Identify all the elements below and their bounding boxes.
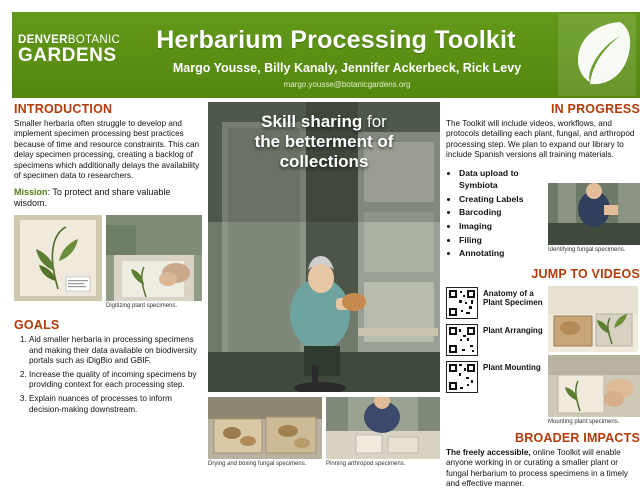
broader-impacts-rest: online Toolkit will enable anyone working in or curating a smaller plant or fungal herbarium to process specimens in a timely and effective manner. bbox=[446, 447, 629, 488]
page-title: Herbarium Processing Toolkit bbox=[156, 26, 516, 54]
in-progress-body: The Toolkit will include videos, workflows, and protocols detailing each plant, fungal, and arthropod processing step. We plan to expand our library to include Spanish versions all training materials. bbox=[446, 119, 635, 160]
qr-code-plant-arranging-icon[interactable] bbox=[446, 324, 478, 356]
poster-header bbox=[12, 12, 640, 98]
pinning-photo bbox=[326, 397, 440, 459]
bullet-item: • Annotating bbox=[459, 247, 544, 260]
drying-boxing-photo bbox=[208, 397, 322, 459]
mission-text: : To protect and share valuable wisdom. bbox=[14, 187, 171, 209]
authors: Margo Yousse, Billy Kanaly, Jennifer Ackerbeck, Rick Levy bbox=[172, 61, 522, 75]
bullet-item: • Filing bbox=[459, 234, 544, 247]
logo-botanic: BOTANIC bbox=[67, 34, 121, 46]
in-progress-row bbox=[446, 165, 640, 261]
video-label: Plant Arranging bbox=[483, 325, 543, 335]
left-photo-row bbox=[14, 215, 204, 310]
left-column bbox=[14, 102, 204, 419]
middle-column bbox=[208, 102, 440, 468]
jump-to-videos-heading: JUMP TO VIDEOS bbox=[531, 266, 640, 281]
herbarium-worker-photo bbox=[208, 102, 440, 392]
bullet-item: • Imaging bbox=[459, 220, 544, 233]
goal-item: 1. Aid smaller herbaria in processing specimens and making their data available on biodiversity portals such as iDigBio and GBIF. bbox=[29, 335, 204, 366]
goals-heading: GOALS bbox=[14, 318, 60, 333]
banner-line1-bold: Skill sharing bbox=[261, 112, 363, 131]
goal-item: 2. Increase the quality of incoming specimens by providing context for each processing step. bbox=[29, 370, 204, 390]
pressed-specimen-photo bbox=[14, 215, 102, 301]
goals-list bbox=[14, 335, 204, 414]
broader-impacts-lead: The freely accessible, bbox=[446, 447, 531, 457]
in-progress-bullets bbox=[446, 167, 544, 261]
videos-row bbox=[446, 284, 640, 426]
contact-email: margo.yousse@botanicgardens.org bbox=[283, 80, 411, 89]
banner-line1-lite: for bbox=[362, 112, 387, 131]
introduction-heading: INTRODUCTION bbox=[14, 102, 113, 116]
logo-gardens: GARDENS bbox=[18, 45, 117, 66]
broader-impacts-body bbox=[446, 448, 640, 489]
identifying-fungal-photo bbox=[548, 183, 640, 245]
video-link-plant-mounting[interactable] bbox=[446, 361, 544, 393]
video-label: Anatomy of a Plant Specimen bbox=[483, 288, 543, 307]
banner-line3: collections bbox=[279, 152, 369, 171]
video-link-anatomy[interactable] bbox=[446, 287, 544, 319]
qr-code-plant-mounting-icon[interactable] bbox=[446, 361, 478, 393]
plant-arranging-photo bbox=[548, 286, 638, 352]
mission-statement bbox=[14, 187, 204, 209]
video-link-plant-arranging[interactable] bbox=[446, 324, 544, 356]
video-label: Plant Mounting bbox=[483, 362, 541, 372]
drying-caption: Drying and boxing fungal specimens. bbox=[208, 461, 307, 467]
identifying-fungal-caption: Identifying fungal specimens. bbox=[548, 246, 626, 253]
leaf-icon bbox=[558, 14, 636, 96]
logo-denver: DENVER bbox=[18, 34, 68, 46]
in-progress-heading: IN PROGRESS bbox=[550, 102, 640, 116]
videos-list bbox=[446, 287, 544, 398]
mounting-caption: Mounting plant specimens. bbox=[548, 418, 620, 425]
pinning-caption: Pinning arthropod specimens. bbox=[326, 461, 406, 467]
digitizing-photo bbox=[106, 215, 202, 301]
banner-line2: the betterment of bbox=[254, 132, 394, 151]
right-column bbox=[446, 102, 640, 489]
mounting-plant-photo bbox=[548, 355, 640, 417]
broader-impacts-heading: BROADER IMPACTS bbox=[515, 430, 640, 445]
mid-photo-row bbox=[208, 397, 440, 468]
banner-text bbox=[208, 112, 440, 172]
qr-code-anatomy-icon[interactable] bbox=[446, 287, 478, 319]
bullet-item: • Data upload to Symbiota bbox=[459, 167, 544, 192]
bullet-item: • Barcoding bbox=[459, 206, 544, 219]
bullet-item: • Creating Labels bbox=[459, 193, 544, 206]
introduction-body: Smaller herbaria often struggle to develop and implement specimen processing best practices because of time and resource constraints. This can delay specimen processing, creating a backlog of specimens which additionally delays the availability of specimen data to researchers. bbox=[14, 119, 200, 181]
goal-item: 3. Explain nuances of processes to inform decision-making downstream. bbox=[29, 394, 204, 414]
mission-label: Mission bbox=[14, 187, 48, 198]
digitizing-caption: Digitizing plant specimens. bbox=[106, 303, 178, 310]
